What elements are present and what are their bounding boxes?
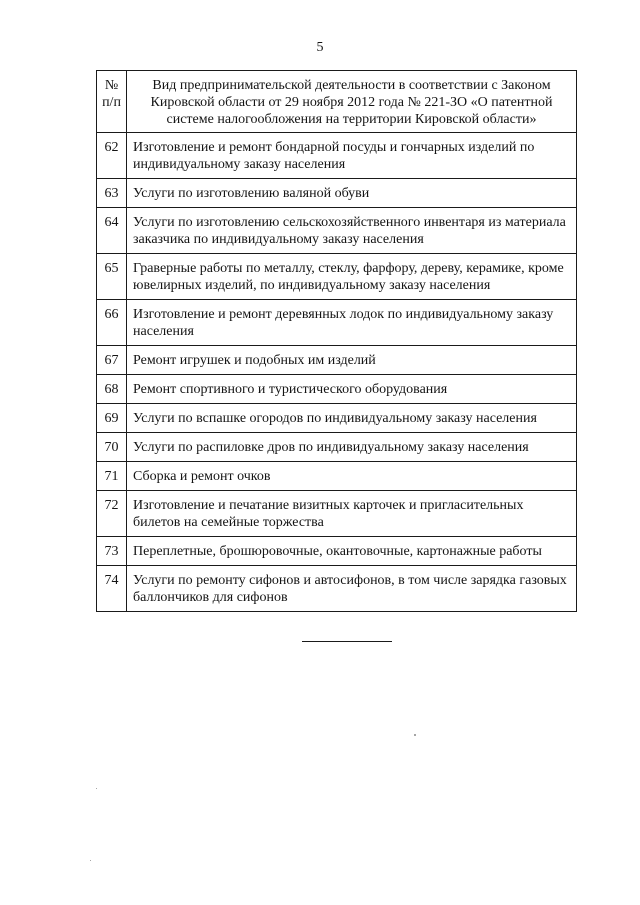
row-text: Граверные работы по металлу, стеклу, фарфору, дереву, керамике, кроме ювелирных изделий, по индивидуальному заказу населения	[127, 254, 577, 300]
row-number: 70	[97, 433, 127, 462]
row-text: Услуги по ремонту сифонов и автосифонов, в том числе зарядка газовых баллончиков для сифонов	[127, 566, 577, 612]
row-text: Ремонт игрушек и подобных им изделий	[127, 346, 577, 375]
row-number: 72	[97, 491, 127, 537]
table-row	[97, 208, 577, 254]
row-text: Изготовление и ремонт деревянных лодок по индивидуальному заказу населения	[127, 300, 577, 346]
row-text: Услуги по изготовлению сельскохозяйственного инвентаря из материала заказчика по индивидуальному заказу населения	[127, 208, 577, 254]
table-row	[97, 566, 577, 612]
end-divider-line	[302, 641, 392, 642]
table-row	[97, 254, 577, 300]
row-number: 65	[97, 254, 127, 300]
table-row	[97, 179, 577, 208]
scan-speck	[96, 788, 97, 789]
scan-speck	[90, 860, 91, 861]
header-description: Вид предпринимательской деятельности в соответствии с Законом Кировской области от 29 ноября 2012 года № 221-ЗО «О патентной системе налогообложения на территории Кировской области»	[127, 71, 577, 133]
row-text: Изготовление и печатание визитных карточек и пригласительных билетов на семейные торжества	[127, 491, 577, 537]
table-row	[97, 375, 577, 404]
row-number: 64	[97, 208, 127, 254]
table-header-row	[97, 71, 577, 133]
row-text: Услуги по вспашке огородов по индивидуальному заказу населения	[127, 404, 577, 433]
row-number: 68	[97, 375, 127, 404]
row-text: Сборка и ремонт очков	[127, 462, 577, 491]
table-row	[97, 404, 577, 433]
row-number: 66	[97, 300, 127, 346]
row-number: 63	[97, 179, 127, 208]
row-text: Изготовление и ремонт бондарной посуды и гончарных изделий по индивидуальному заказу населения	[127, 133, 577, 179]
row-number: 62	[97, 133, 127, 179]
row-number: 69	[97, 404, 127, 433]
row-number: 71	[97, 462, 127, 491]
table-row	[97, 462, 577, 491]
table-row	[97, 433, 577, 462]
row-text: Услуги по распиловке дров по индивидуальному заказу населения	[127, 433, 577, 462]
row-text: Ремонт спортивного и туристического оборудования	[127, 375, 577, 404]
table-row	[97, 491, 577, 537]
table-row	[97, 537, 577, 566]
table-row	[97, 346, 577, 375]
row-text: Переплетные, брошюровочные, окантовочные, картонажные работы	[127, 537, 577, 566]
row-number: 67	[97, 346, 127, 375]
table-row	[97, 300, 577, 346]
row-number: 73	[97, 537, 127, 566]
header-num: № п/п	[97, 71, 127, 133]
row-number: 74	[97, 566, 127, 612]
scan-speck	[414, 734, 416, 736]
services-table	[96, 70, 577, 612]
row-text: Услуги по изготовлению валяной обуви	[127, 179, 577, 208]
table-row	[97, 133, 577, 179]
page-number: 5	[316, 40, 324, 55]
